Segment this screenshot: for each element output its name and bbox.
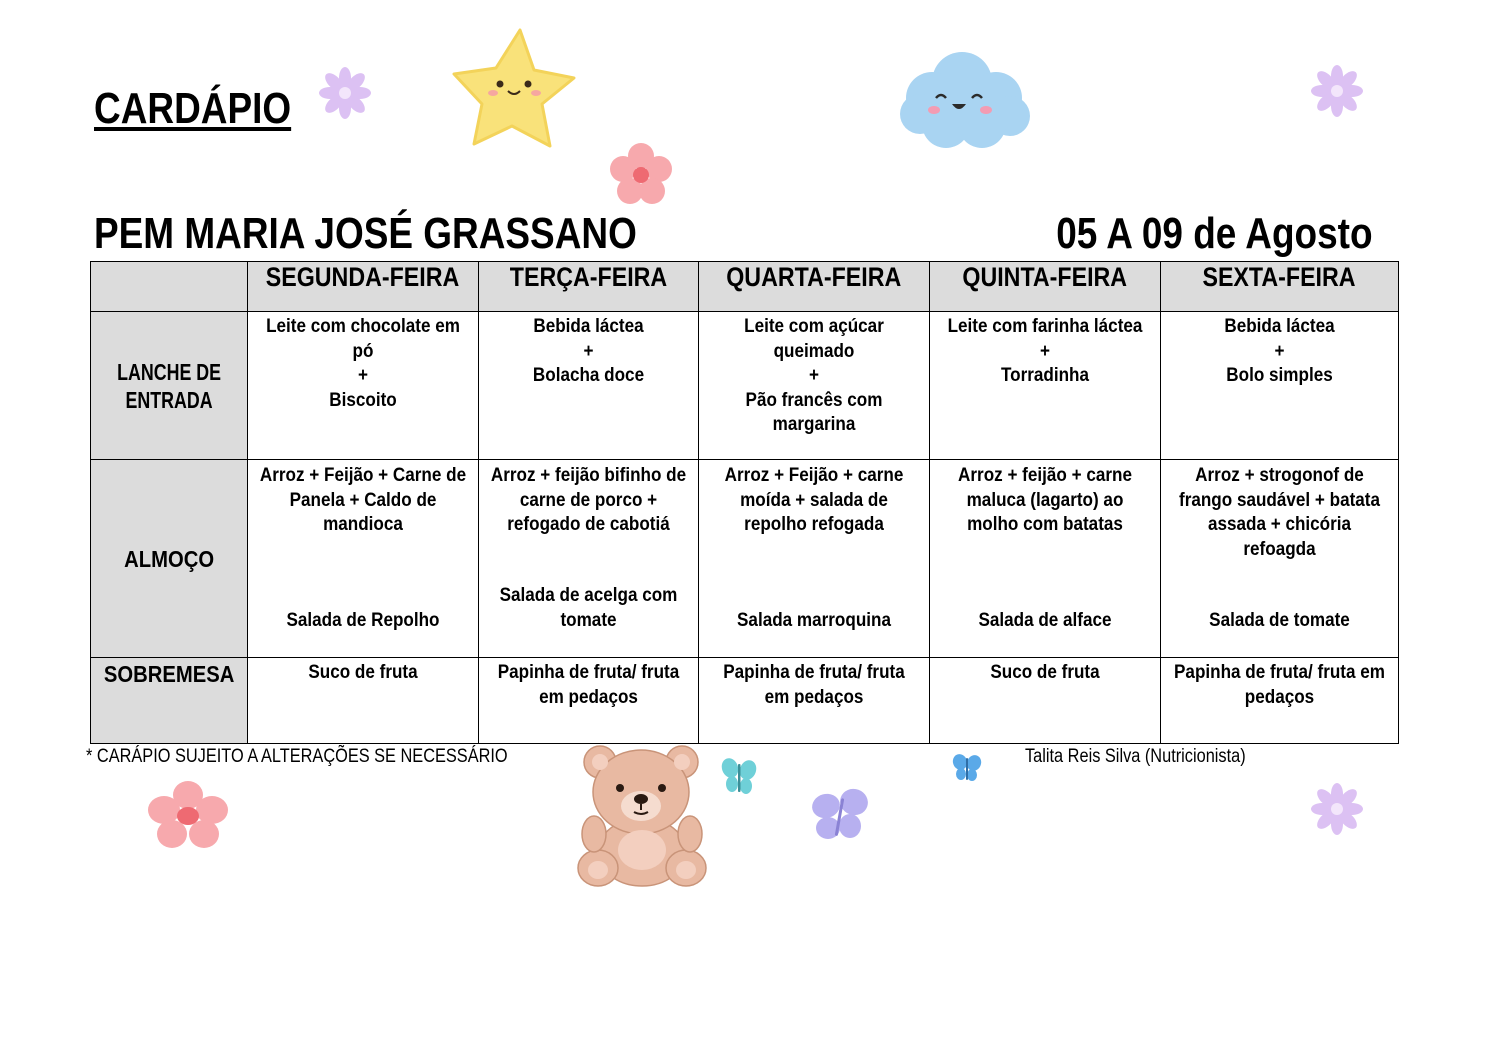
- almoco-thursday: Arroz + feijão + carne maluca (lagarto) ao molho com batatas Salada de alface: [930, 460, 1161, 658]
- day-header-friday: SEXTA-FEIRA: [1161, 262, 1399, 312]
- cloud-icon: [896, 48, 1034, 152]
- almoco-tuesday: Arroz + feijão bifinho de carne de porco + refogado de cabotiá Salada de acelga com tomate: [479, 460, 699, 658]
- school-name: PEM MARIA JOSÉ GRASSANO: [94, 209, 637, 258]
- butterfly-icon: [806, 786, 874, 848]
- sobremesa-monday: Suco de fruta: [248, 658, 479, 744]
- lanche-wednesday: Leite com açúcar queimado + Pão francês com margarina: [699, 312, 930, 460]
- day-header-monday: SEGUNDA-FEIRA: [248, 262, 479, 312]
- star-icon: [450, 24, 580, 154]
- lilac-flower-icon: [1310, 64, 1364, 118]
- almoco-monday: Arroz + Feijão + Carne de Panela + Caldo de mandioca Salada de Repolho: [248, 460, 479, 658]
- lanche-tuesday: Bebida láctea + Bolacha doce: [479, 312, 699, 460]
- menu-table: [90, 261, 1399, 744]
- lilac-flower-icon: [318, 66, 372, 120]
- nutritionist-signature: Talita Reis Silva (Nutricionista): [1025, 746, 1246, 767]
- corner-cell: [91, 262, 248, 312]
- lilac-flower-icon: [1310, 782, 1364, 836]
- row-label-lanche: LANCHE DE ENTRADA: [91, 312, 248, 460]
- date-range: 05 A 09 de Agosto: [1056, 209, 1373, 258]
- butterfly-icon: [950, 752, 984, 784]
- almoco-friday: Arroz + strogonof de frango saudável + batata assada + chicória refoagda Salada de tomate: [1161, 460, 1399, 658]
- day-header-thursday: QUINTA-FEIRA: [930, 262, 1161, 312]
- almoco-wednesday: Arroz + Feijão + carne moída + salada de repolho refogada Salada marroquina: [699, 460, 930, 658]
- sobremesa-wednesday: Papinha de fruta/ fruta em pedaços: [699, 658, 930, 744]
- lanche-monday: Leite com chocolate em pó + Biscoito: [248, 312, 479, 460]
- teddy-bear-icon: [574, 742, 710, 890]
- day-header-wednesday: QUARTA-FEIRA: [699, 262, 930, 312]
- pink-flower-icon: [144, 780, 232, 852]
- sobremesa-friday: Papinha de fruta/ fruta em pedaços: [1161, 658, 1399, 744]
- row-label-sobremesa: SOBREMESA: [91, 658, 248, 744]
- day-header-tuesday: TERÇA-FEIRA: [479, 262, 699, 312]
- footnote: * CARÁPIO SUJEITO A ALTERAÇÕES SE NECESSÁRIO: [86, 746, 508, 767]
- row-lanche: [91, 312, 1399, 460]
- lanche-friday: Bebida láctea + Bolo simples: [1161, 312, 1399, 460]
- row-sobremesa: [91, 658, 1399, 744]
- header-row: [91, 262, 1399, 312]
- pink-flower-icon: [608, 142, 674, 208]
- page-title: CARDÁPIO: [94, 84, 292, 133]
- row-label-almoco: ALMOÇO: [91, 460, 248, 658]
- lanche-thursday: Leite com farinha láctea + Torradinha: [930, 312, 1161, 460]
- sobremesa-thursday: Suco de fruta: [930, 658, 1161, 744]
- sobremesa-tuesday: Papinha de fruta/ fruta em pedaços: [479, 658, 699, 744]
- butterfly-icon: [718, 756, 760, 798]
- row-almoco: [91, 460, 1399, 658]
